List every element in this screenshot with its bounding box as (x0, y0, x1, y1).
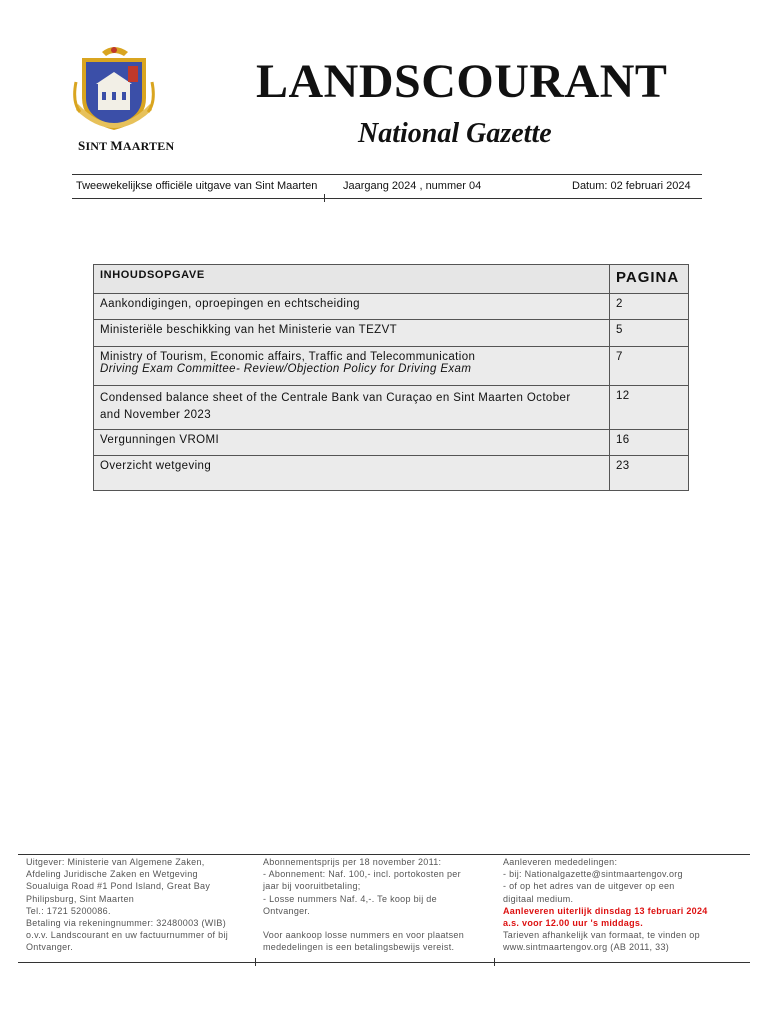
footer-line: Soualuiga Road #1 Pond Island, Great Bay (26, 881, 211, 892)
meta-divider (324, 194, 325, 202)
toc-entry (94, 320, 610, 347)
footer-deadline: a.s. voor 12.00 uur 's middags. (503, 918, 643, 929)
table-row (94, 430, 689, 456)
footer-line: Voor aankoop losse nummers en voor plaatsen (263, 930, 465, 941)
footer-line: Betaling via rekeningnummer: 32480003 (WIB) (26, 918, 226, 929)
footer-line: jaar bij vooruitbetaling; (263, 881, 361, 892)
brand-part: INT (85, 139, 111, 153)
brand-letter-s: S (78, 138, 86, 153)
footer-line: - bij: Nationalgazette@sintmaartengov.org (503, 869, 683, 880)
toc-entry-subtext: Driving Exam Committee- Review/Objection Policy for Driving Exam (100, 363, 472, 375)
toc-entry-text: Ministeriële beschikking van het Ministerie van TEZVT (100, 324, 398, 336)
table-row (94, 294, 689, 320)
toc-entry (94, 430, 610, 456)
footer-line: Uitgever: Ministerie van Algemene Zaken, (26, 857, 205, 867)
footer-divider-2 (494, 958, 495, 966)
toc-entry-text: Ministry of Tourism, Economic affairs, Traffic and Telecommunication (100, 351, 476, 363)
toc-page: 16 (610, 430, 689, 456)
footer-line: Ontvanger. (26, 942, 74, 953)
footer-line: Philipsburg, Sint Maarten (26, 893, 135, 904)
brand-letter-m: M (110, 138, 123, 153)
meta-date: Datum: 02 februari 2024 (572, 180, 691, 192)
toc-entry-text: Overzicht wetgeving (100, 460, 212, 472)
footer-line: Tel.: 1721 5200086. (26, 905, 111, 916)
footer-submissions (503, 856, 708, 954)
toc-entry (94, 347, 610, 386)
gazette-title: LANDSCOURANT (256, 55, 668, 108)
meta-publication: Tweewekelijkse officiële uitgave van Sint Maarten (76, 180, 318, 192)
toc-page: 5 (610, 320, 689, 347)
footer-deadline: Aanleveren uiterlijk dinsdag 13 februari 2024 (503, 905, 708, 916)
toc-entry (94, 456, 610, 491)
coat-of-arms-logo (72, 42, 156, 138)
footer-line: mededelingen is een betalingsbewijs vereist. (263, 942, 455, 953)
footer-line: o.v.v. Landscourant en uw factuurnummer of bij (26, 930, 229, 941)
meta-volume: Jaargang 2024 , nummer 04 (343, 180, 482, 192)
footer-top-rule (18, 854, 750, 855)
meta-top-rule (72, 174, 702, 175)
toc-entry (94, 294, 610, 320)
footer-line: Afdeling Juridische Zaken en Wetgeving (26, 869, 198, 880)
footer-line (263, 917, 464, 929)
toc-page: 2 (610, 294, 689, 320)
footer-line: digitaal medium. (503, 893, 574, 904)
table-row (94, 386, 689, 430)
footer-line: Tarieven afhankelijk van formaat, te vinden op (503, 930, 700, 941)
brand-name (78, 138, 174, 154)
toc-entry-text: Aankondigingen, oproepingen en echtscheiding (100, 298, 360, 310)
toc-entry-text: Vergunningen VROMI (100, 434, 220, 446)
brand-part-2: AARTEN (122, 139, 175, 153)
toc-page: 23 (610, 456, 689, 491)
table-row (94, 347, 689, 386)
footer-line: Ontvanger. (263, 905, 311, 916)
meta-bottom-rule (72, 198, 702, 199)
toc-page: 7 (610, 347, 689, 386)
footer-divider-1 (255, 958, 256, 966)
table-row (94, 456, 689, 491)
footer-line: - Abonnement: Naf. 100,- incl. portokosten per (263, 869, 461, 880)
toc-header-page: PAGINA (610, 265, 689, 294)
footer-line: Aanleveren mededelingen: (503, 857, 618, 867)
toc-entry-subtext: and November 2023 (100, 409, 212, 421)
footer-line: Abonnementsprijs per 18 november 2011: (263, 857, 442, 867)
toc-header-row (94, 265, 689, 294)
gazette-subtitle: National Gazette (358, 118, 552, 149)
toc-entry-text: Condensed balance sheet of the Centrale Bank van Curaçao en Sint Maarten October (100, 392, 571, 404)
toc-page: 12 (610, 386, 689, 430)
footer-bottom-rule (18, 962, 750, 963)
table-row (94, 320, 689, 347)
footer-line: - of op het adres van de uitgever op een (503, 881, 675, 892)
toc-entry (94, 386, 610, 430)
footer-line: www.sintmaartengov.org (AB 2011, 33) (503, 942, 670, 953)
footer-line: - Losse nummers Naf. 4,-. Te koop bij de (263, 893, 437, 904)
table-of-contents (93, 264, 689, 491)
footer-subscription (263, 856, 464, 954)
toc-header-title: INHOUDSOPGAVE (94, 265, 610, 294)
footer-publisher (26, 856, 228, 954)
